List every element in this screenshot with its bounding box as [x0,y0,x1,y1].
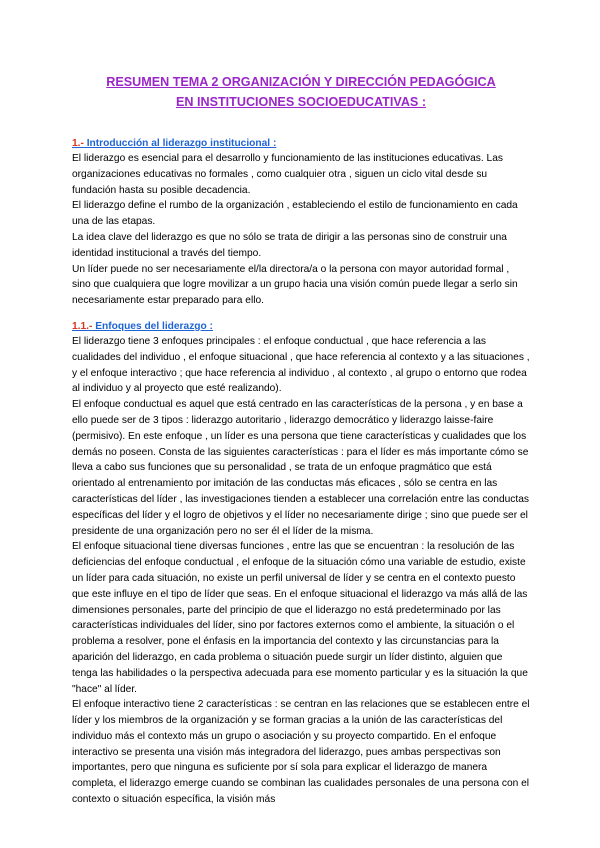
document-title [72,72,530,112]
document-page [72,72,530,808]
section-number: 1.1.- [72,320,93,332]
title-line-2: EN INSTITUCIONES SOCIOEDUCATIVAS : [175,95,427,109]
section-number: 1.- [72,138,84,149]
paragraph: Un líder puede no ser necesariamente el/la directora/a o la persona con mayor autoridad formal , sino que cualquiera que logre movilizar a un grupo hacia una visión común puede llegar a serlo sin necesariamente estar preparado para ello. [72,263,518,307]
section-heading-intro [72,136,530,151]
title-line-1: RESUMEN TEMA 2 ORGANIZACIÓN Y DIRECCIÓN PEDAGÓGICA [106,75,496,89]
section-heading-approaches [72,319,530,334]
paragraph: El liderazgo define el rumbo de la organización , estableciendo el estilo de funcionamiento en cada una de las etapas. [72,200,518,228]
paragraph: El enfoque situacional tiene diversas funciones , entre las que se encuentran : la resolución de las deficiencias del enfoque conductual , el enfoque de la situación cómo una variable de estudio, existe un líder para cada situación, no existe un perfil universal de líder y se centra en el contexto puesto que este influye en el tipo de líder que seas. En el enfoque situacional el liderazgo va más allá de las dimensiones personales, parte del principio de que el liderazgo no está predeterminado por las características individuales del líder, sino por factores externos como el ambiente, la situación o el problema a resolver, pone el énfasis en la importancia del contexto y las circunstancias para la aparición del liderazgo, en cada problema o situación puede surgir un líder distinto, alguien que tenga las habilidades o la perspectiva adecuada para ese momento particular y es la situación la que "hace" al líder. [72,541,528,695]
paragraph: La idea clave del liderazgo es que no sólo se trata de dirigir a las personas sino de construir una identidad institucional a través del tiempo. [72,231,507,259]
section-heading-text: Enfoques del liderazgo : [92,320,213,332]
paragraph: El enfoque interactivo tiene 2 características : se centran en las relaciones que se establecen entre el líder y los miembros de la organización y se forman gracias a la unión de las características del individuo más el contexto más un grupo o asociación y su proyecto compartido. En el enfoque interactivo se presenta una visión más integradora del liderazgo, pues ambas perspectivas son importantes, pero que ninguna es suficiente por sí sola para explicar el liderazgo de manera completa, el liderazgo emerge cuando se combinan las cualidades personales de una persona con el contexto o situación específica, la visión más [72,699,530,806]
paragraph: El liderazgo es esencial para el desarrollo y funcionamiento de las instituciones educativas. Las organizaciones educativas no formales , como cualquier otra , siguen un ciclo vital desde su fundación hasta su posible decadencia. [72,153,503,196]
paragraph: El liderazgo tiene 3 enfoques principales : el enfoque conductual , que hace referencia a las cualidades del individuo , el enfoque situacional , que hace referencia al contexto y a las situaciones , y el enfoque interactivo ; que hace referencia al individuo , al contexto , al grupo o entorno que rodea al individuo y al proyecto que esté realizando). [72,335,530,395]
section-heading-text: Introducción al liderazgo institucional : [83,138,277,149]
paragraph: El enfoque conductual es aquel que está centrado en las características de la persona , y en base a ello puede ser de 3 tipos : liderazgo autoritario , liderazgo democrático y liderazgo laisse-faire (permisivo). En este enfoque , un líder es una persona que tiene características y cualidades que los demás no poseen. Consta de las siguientes características : para el líder es más importante cómo se lleva a cabo sus funciones que su personalidad , se trata de un enfoque pragmático que está orientado al entrenamiento por imitación de las conductas más eficaces , sólo se centra en las características del líder , las investigaciones tienden a establecer una correlación entre las conductas específicas del líder y el logro de objetivos y el líder no necesariamente dirige ; sino que puede ser el presidente de una organización pero no ser él el líder de la misma. [72,399,529,537]
